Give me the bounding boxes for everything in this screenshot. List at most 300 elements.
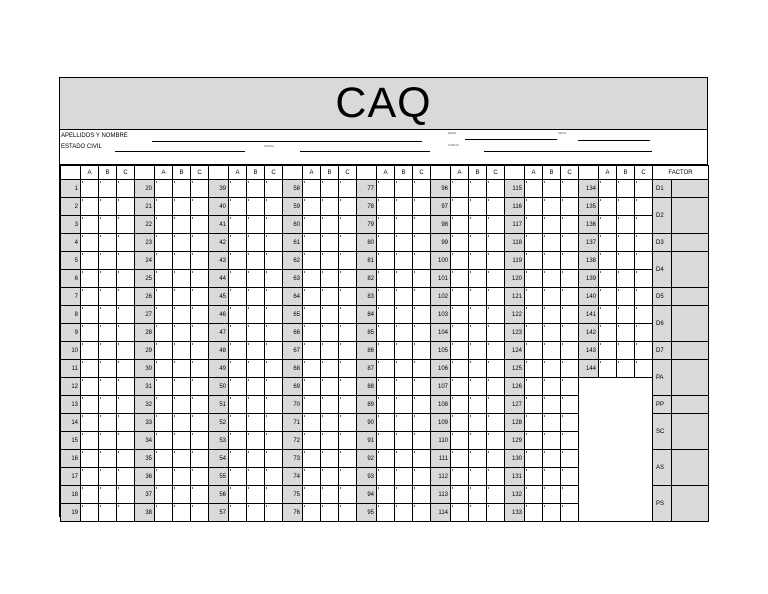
- answer-box-b[interactable]: [321, 432, 339, 450]
- answer-box-a[interactable]: [81, 360, 99, 378]
- answer-box-a[interactable]: [81, 468, 99, 486]
- answer-box-a[interactable]: [451, 270, 469, 288]
- answer-box-c[interactable]: [635, 270, 653, 288]
- answer-box-a[interactable]: [155, 306, 173, 324]
- answer-box-a[interactable]: [525, 450, 543, 468]
- answer-box-b[interactable]: [247, 360, 265, 378]
- answer-box-a[interactable]: [451, 468, 469, 486]
- answer-box-c[interactable]: [413, 486, 431, 504]
- answer-box-b[interactable]: [543, 396, 561, 414]
- answer-box-c[interactable]: [413, 432, 431, 450]
- answer-box-a[interactable]: [451, 450, 469, 468]
- answer-box-b[interactable]: [321, 288, 339, 306]
- answer-box-b[interactable]: [247, 486, 265, 504]
- answer-box-a[interactable]: [525, 468, 543, 486]
- answer-box-c[interactable]: [265, 432, 283, 450]
- answer-box-a[interactable]: [155, 450, 173, 468]
- answer-box-a[interactable]: [303, 432, 321, 450]
- answer-box-a[interactable]: [229, 180, 247, 198]
- answer-box-b[interactable]: [99, 342, 117, 360]
- answer-box-c[interactable]: [339, 252, 357, 270]
- answer-box-b[interactable]: [99, 468, 117, 486]
- answer-box-b[interactable]: [247, 234, 265, 252]
- answer-box-b[interactable]: [617, 216, 635, 234]
- answer-box-c[interactable]: [413, 216, 431, 234]
- answer-box-c[interactable]: [265, 468, 283, 486]
- answer-box-c[interactable]: [117, 252, 135, 270]
- answer-box-c[interactable]: [413, 342, 431, 360]
- answer-box-b[interactable]: [469, 234, 487, 252]
- answer-box-b[interactable]: [469, 396, 487, 414]
- answer-box-b[interactable]: [543, 378, 561, 396]
- answer-box-c[interactable]: [561, 468, 579, 486]
- answer-box-c[interactable]: [117, 180, 135, 198]
- answer-box-c[interactable]: [117, 306, 135, 324]
- answer-box-c[interactable]: [487, 324, 505, 342]
- answer-box-a[interactable]: [525, 234, 543, 252]
- answer-box-a[interactable]: [599, 324, 617, 342]
- answer-box-b[interactable]: [395, 486, 413, 504]
- answer-box-a[interactable]: [377, 288, 395, 306]
- factor-score-box[interactable]: [672, 306, 709, 342]
- answer-box-a[interactable]: [451, 234, 469, 252]
- answer-box-c[interactable]: [487, 450, 505, 468]
- answer-box-b[interactable]: [617, 360, 635, 378]
- answer-box-a[interactable]: [229, 486, 247, 504]
- answer-box-b[interactable]: [99, 270, 117, 288]
- answer-box-b[interactable]: [321, 396, 339, 414]
- answer-box-c[interactable]: [339, 342, 357, 360]
- cargo-field[interactable]: [484, 151, 652, 152]
- answer-box-c[interactable]: [191, 450, 209, 468]
- answer-box-a[interactable]: [451, 198, 469, 216]
- answer-box-a[interactable]: [377, 234, 395, 252]
- factor-score-box[interactable]: [672, 396, 709, 414]
- answer-box-b[interactable]: [469, 378, 487, 396]
- answer-box-c[interactable]: [635, 234, 653, 252]
- answer-box-c[interactable]: [487, 216, 505, 234]
- answer-box-c[interactable]: [117, 288, 135, 306]
- answer-box-b[interactable]: [247, 180, 265, 198]
- answer-box-b[interactable]: [395, 234, 413, 252]
- answer-box-a[interactable]: [303, 360, 321, 378]
- factor-score-box[interactable]: [672, 234, 709, 252]
- answer-box-c[interactable]: [561, 324, 579, 342]
- answer-box-b[interactable]: [321, 468, 339, 486]
- factor-score-box[interactable]: [672, 288, 709, 306]
- answer-box-c[interactable]: [487, 252, 505, 270]
- answer-box-b[interactable]: [247, 288, 265, 306]
- answer-box-c[interactable]: [265, 342, 283, 360]
- answer-box-b[interactable]: [543, 486, 561, 504]
- answer-box-b[interactable]: [543, 342, 561, 360]
- answer-box-a[interactable]: [81, 288, 99, 306]
- answer-box-b[interactable]: [617, 324, 635, 342]
- answer-box-a[interactable]: [451, 396, 469, 414]
- answer-box-a[interactable]: [303, 270, 321, 288]
- answer-box-b[interactable]: [247, 450, 265, 468]
- answer-box-b[interactable]: [617, 288, 635, 306]
- answer-box-c[interactable]: [117, 270, 135, 288]
- answer-box-a[interactable]: [229, 324, 247, 342]
- answer-box-c[interactable]: [635, 342, 653, 360]
- answer-box-a[interactable]: [229, 342, 247, 360]
- answer-box-b[interactable]: [173, 486, 191, 504]
- answer-box-a[interactable]: [229, 468, 247, 486]
- answer-box-c[interactable]: [413, 234, 431, 252]
- answer-box-a[interactable]: [525, 252, 543, 270]
- answer-box-c[interactable]: [191, 342, 209, 360]
- answer-box-b[interactable]: [543, 360, 561, 378]
- answer-box-b[interactable]: [321, 234, 339, 252]
- answer-box-b[interactable]: [321, 414, 339, 432]
- answer-box-c[interactable]: [117, 198, 135, 216]
- answer-box-a[interactable]: [81, 306, 99, 324]
- answer-box-c[interactable]: [117, 468, 135, 486]
- answer-box-b[interactable]: [543, 180, 561, 198]
- answer-box-c[interactable]: [265, 324, 283, 342]
- answer-box-b[interactable]: [543, 432, 561, 450]
- answer-box-a[interactable]: [525, 432, 543, 450]
- answer-box-b[interactable]: [99, 414, 117, 432]
- answer-box-a[interactable]: [81, 414, 99, 432]
- answer-box-c[interactable]: [191, 468, 209, 486]
- answer-box-c[interactable]: [561, 270, 579, 288]
- answer-box-a[interactable]: [525, 180, 543, 198]
- answer-box-b[interactable]: [99, 198, 117, 216]
- answer-box-b[interactable]: [395, 504, 413, 522]
- answer-box-c[interactable]: [561, 504, 579, 522]
- answer-box-a[interactable]: [155, 216, 173, 234]
- answer-box-b[interactable]: [395, 360, 413, 378]
- answer-box-b[interactable]: [321, 360, 339, 378]
- answer-box-c[interactable]: [561, 360, 579, 378]
- answer-box-c[interactable]: [265, 288, 283, 306]
- answer-box-b[interactable]: [321, 504, 339, 522]
- answer-box-c[interactable]: [191, 180, 209, 198]
- answer-box-c[interactable]: [413, 180, 431, 198]
- answer-box-a[interactable]: [155, 342, 173, 360]
- answer-box-c[interactable]: [191, 486, 209, 504]
- answer-box-c[interactable]: [413, 270, 431, 288]
- answer-box-a[interactable]: [525, 414, 543, 432]
- answer-box-b[interactable]: [395, 180, 413, 198]
- answer-box-c[interactable]: [561, 342, 579, 360]
- answer-box-b[interactable]: [469, 216, 487, 234]
- answer-box-b[interactable]: [99, 306, 117, 324]
- answer-box-c[interactable]: [413, 396, 431, 414]
- fecha-field[interactable]: [300, 151, 430, 152]
- answer-box-b[interactable]: [543, 234, 561, 252]
- answer-box-a[interactable]: [155, 198, 173, 216]
- answer-box-a[interactable]: [599, 288, 617, 306]
- answer-box-a[interactable]: [599, 270, 617, 288]
- answer-box-b[interactable]: [395, 396, 413, 414]
- answer-box-b[interactable]: [543, 324, 561, 342]
- answer-box-a[interactable]: [303, 468, 321, 486]
- answer-box-c[interactable]: [635, 216, 653, 234]
- answer-box-c[interactable]: [117, 216, 135, 234]
- factor-score-box[interactable]: [672, 180, 709, 198]
- answer-box-b[interactable]: [173, 216, 191, 234]
- answer-box-c[interactable]: [561, 180, 579, 198]
- answer-box-c[interactable]: [191, 360, 209, 378]
- answer-box-a[interactable]: [81, 198, 99, 216]
- answer-box-c[interactable]: [561, 486, 579, 504]
- answer-box-b[interactable]: [617, 234, 635, 252]
- answer-box-b[interactable]: [321, 378, 339, 396]
- answer-box-b[interactable]: [395, 324, 413, 342]
- answer-box-b[interactable]: [247, 378, 265, 396]
- answer-box-b[interactable]: [469, 306, 487, 324]
- answer-box-c[interactable]: [339, 270, 357, 288]
- answer-box-a[interactable]: [377, 306, 395, 324]
- answer-box-b[interactable]: [99, 486, 117, 504]
- answer-box-c[interactable]: [561, 432, 579, 450]
- answer-box-a[interactable]: [599, 198, 617, 216]
- answer-box-b[interactable]: [617, 306, 635, 324]
- answer-box-a[interactable]: [303, 414, 321, 432]
- answer-box-c[interactable]: [339, 378, 357, 396]
- answer-box-b[interactable]: [469, 432, 487, 450]
- answer-box-b[interactable]: [173, 396, 191, 414]
- answer-box-c[interactable]: [191, 396, 209, 414]
- answer-box-a[interactable]: [303, 324, 321, 342]
- answer-box-c[interactable]: [191, 432, 209, 450]
- answer-box-a[interactable]: [377, 360, 395, 378]
- answer-box-a[interactable]: [81, 396, 99, 414]
- answer-box-b[interactable]: [247, 468, 265, 486]
- answer-box-b[interactable]: [617, 270, 635, 288]
- answer-box-b[interactable]: [395, 270, 413, 288]
- answer-box-b[interactable]: [321, 270, 339, 288]
- answer-box-a[interactable]: [525, 342, 543, 360]
- answer-box-a[interactable]: [155, 378, 173, 396]
- answer-box-b[interactable]: [173, 288, 191, 306]
- answer-box-b[interactable]: [617, 180, 635, 198]
- answer-box-a[interactable]: [229, 252, 247, 270]
- answer-box-b[interactable]: [321, 216, 339, 234]
- answer-box-c[interactable]: [265, 504, 283, 522]
- answer-box-a[interactable]: [155, 360, 173, 378]
- answer-box-c[interactable]: [265, 306, 283, 324]
- answer-box-a[interactable]: [525, 360, 543, 378]
- answer-box-c[interactable]: [413, 504, 431, 522]
- answer-box-c[interactable]: [487, 486, 505, 504]
- answer-box-b[interactable]: [247, 306, 265, 324]
- answer-box-a[interactable]: [451, 432, 469, 450]
- answer-box-b[interactable]: [617, 252, 635, 270]
- answer-box-a[interactable]: [155, 414, 173, 432]
- answer-box-b[interactable]: [395, 198, 413, 216]
- answer-box-a[interactable]: [155, 396, 173, 414]
- answer-box-a[interactable]: [377, 486, 395, 504]
- answer-box-c[interactable]: [339, 234, 357, 252]
- answer-box-b[interactable]: [543, 252, 561, 270]
- answer-box-c[interactable]: [191, 504, 209, 522]
- answer-box-a[interactable]: [451, 306, 469, 324]
- factor-score-box[interactable]: [672, 486, 709, 522]
- answer-box-a[interactable]: [451, 360, 469, 378]
- answer-box-b[interactable]: [321, 486, 339, 504]
- answer-box-c[interactable]: [635, 306, 653, 324]
- answer-box-a[interactable]: [81, 216, 99, 234]
- answer-box-c[interactable]: [487, 198, 505, 216]
- answer-box-a[interactable]: [451, 252, 469, 270]
- answer-box-a[interactable]: [377, 450, 395, 468]
- answer-box-a[interactable]: [303, 378, 321, 396]
- answer-box-c[interactable]: [191, 378, 209, 396]
- answer-box-a[interactable]: [303, 288, 321, 306]
- answer-box-b[interactable]: [617, 342, 635, 360]
- answer-box-b[interactable]: [247, 324, 265, 342]
- factor-score-box[interactable]: [672, 252, 709, 288]
- answer-box-c[interactable]: [487, 180, 505, 198]
- answer-box-a[interactable]: [229, 396, 247, 414]
- answer-box-a[interactable]: [81, 270, 99, 288]
- answer-box-c[interactable]: [265, 234, 283, 252]
- answer-box-c[interactable]: [339, 450, 357, 468]
- answer-box-a[interactable]: [81, 234, 99, 252]
- factor-score-box[interactable]: [672, 414, 709, 450]
- answer-box-c[interactable]: [117, 414, 135, 432]
- answer-box-a[interactable]: [377, 432, 395, 450]
- answer-box-b[interactable]: [173, 234, 191, 252]
- answer-box-b[interactable]: [173, 198, 191, 216]
- answer-box-b[interactable]: [543, 198, 561, 216]
- answer-box-c[interactable]: [339, 360, 357, 378]
- answer-box-c[interactable]: [265, 486, 283, 504]
- answer-box-a[interactable]: [303, 486, 321, 504]
- answer-box-c[interactable]: [413, 198, 431, 216]
- answer-box-b[interactable]: [543, 216, 561, 234]
- answer-box-a[interactable]: [451, 180, 469, 198]
- answer-box-b[interactable]: [395, 288, 413, 306]
- answer-box-c[interactable]: [265, 378, 283, 396]
- factor-score-box[interactable]: [672, 198, 709, 234]
- answer-box-a[interactable]: [525, 198, 543, 216]
- answer-box-b[interactable]: [543, 288, 561, 306]
- answer-box-b[interactable]: [543, 414, 561, 432]
- answer-box-b[interactable]: [247, 396, 265, 414]
- answer-box-c[interactable]: [265, 450, 283, 468]
- answer-box-c[interactable]: [265, 180, 283, 198]
- answer-box-a[interactable]: [525, 396, 543, 414]
- answer-box-c[interactable]: [561, 234, 579, 252]
- answer-box-c[interactable]: [191, 324, 209, 342]
- answer-box-b[interactable]: [247, 270, 265, 288]
- answer-box-a[interactable]: [451, 324, 469, 342]
- answer-box-c[interactable]: [117, 396, 135, 414]
- answer-box-a[interactable]: [525, 486, 543, 504]
- answer-box-c[interactable]: [191, 198, 209, 216]
- answer-box-c[interactable]: [561, 288, 579, 306]
- answer-box-c[interactable]: [339, 306, 357, 324]
- answer-box-a[interactable]: [229, 270, 247, 288]
- answer-box-c[interactable]: [117, 378, 135, 396]
- estado-civil-field[interactable]: [115, 151, 245, 152]
- answer-box-c[interactable]: [413, 306, 431, 324]
- answer-box-c[interactable]: [339, 396, 357, 414]
- answer-box-b[interactable]: [99, 450, 117, 468]
- answer-box-b[interactable]: [395, 342, 413, 360]
- edad-field[interactable]: [465, 139, 557, 140]
- answer-box-c[interactable]: [561, 216, 579, 234]
- answer-box-b[interactable]: [247, 252, 265, 270]
- factor-score-box[interactable]: [672, 342, 709, 360]
- answer-box-c[interactable]: [117, 324, 135, 342]
- answer-box-a[interactable]: [229, 414, 247, 432]
- answer-box-a[interactable]: [303, 396, 321, 414]
- answer-box-c[interactable]: [265, 396, 283, 414]
- answer-box-b[interactable]: [543, 270, 561, 288]
- answer-box-c[interactable]: [413, 288, 431, 306]
- answer-box-c[interactable]: [339, 432, 357, 450]
- answer-box-a[interactable]: [377, 252, 395, 270]
- answer-box-b[interactable]: [469, 414, 487, 432]
- answer-box-a[interactable]: [525, 306, 543, 324]
- apellidos-field[interactable]: [152, 141, 422, 142]
- answer-box-a[interactable]: [451, 342, 469, 360]
- answer-box-b[interactable]: [469, 486, 487, 504]
- answer-box-a[interactable]: [303, 216, 321, 234]
- answer-box-c[interactable]: [487, 306, 505, 324]
- answer-box-a[interactable]: [155, 252, 173, 270]
- answer-box-c[interactable]: [561, 378, 579, 396]
- answer-box-a[interactable]: [155, 504, 173, 522]
- answer-box-a[interactable]: [377, 270, 395, 288]
- answer-box-a[interactable]: [81, 252, 99, 270]
- answer-box-c[interactable]: [265, 198, 283, 216]
- answer-box-a[interactable]: [599, 180, 617, 198]
- answer-box-a[interactable]: [229, 504, 247, 522]
- answer-box-b[interactable]: [173, 324, 191, 342]
- answer-box-b[interactable]: [395, 378, 413, 396]
- answer-box-b[interactable]: [469, 270, 487, 288]
- answer-box-a[interactable]: [525, 504, 543, 522]
- answer-box-c[interactable]: [635, 288, 653, 306]
- answer-box-b[interactable]: [247, 414, 265, 432]
- answer-box-c[interactable]: [413, 450, 431, 468]
- answer-box-a[interactable]: [377, 342, 395, 360]
- answer-box-c[interactable]: [635, 324, 653, 342]
- answer-box-a[interactable]: [377, 468, 395, 486]
- answer-box-c[interactable]: [635, 198, 653, 216]
- answer-box-a[interactable]: [451, 216, 469, 234]
- answer-box-a[interactable]: [525, 270, 543, 288]
- answer-box-b[interactable]: [173, 504, 191, 522]
- answer-box-a[interactable]: [599, 216, 617, 234]
- sexo-field[interactable]: [578, 140, 650, 141]
- answer-box-c[interactable]: [635, 252, 653, 270]
- answer-box-c[interactable]: [117, 432, 135, 450]
- answer-box-b[interactable]: [173, 252, 191, 270]
- answer-box-a[interactable]: [229, 198, 247, 216]
- answer-box-c[interactable]: [413, 414, 431, 432]
- answer-box-b[interactable]: [395, 450, 413, 468]
- answer-box-b[interactable]: [99, 234, 117, 252]
- answer-box-c[interactable]: [265, 270, 283, 288]
- answer-box-b[interactable]: [395, 468, 413, 486]
- answer-box-b[interactable]: [247, 216, 265, 234]
- answer-box-a[interactable]: [377, 378, 395, 396]
- answer-box-a[interactable]: [303, 342, 321, 360]
- answer-box-a[interactable]: [377, 324, 395, 342]
- answer-box-c[interactable]: [413, 378, 431, 396]
- answer-box-a[interactable]: [377, 180, 395, 198]
- answer-box-b[interactable]: [173, 306, 191, 324]
- answer-box-c[interactable]: [561, 414, 579, 432]
